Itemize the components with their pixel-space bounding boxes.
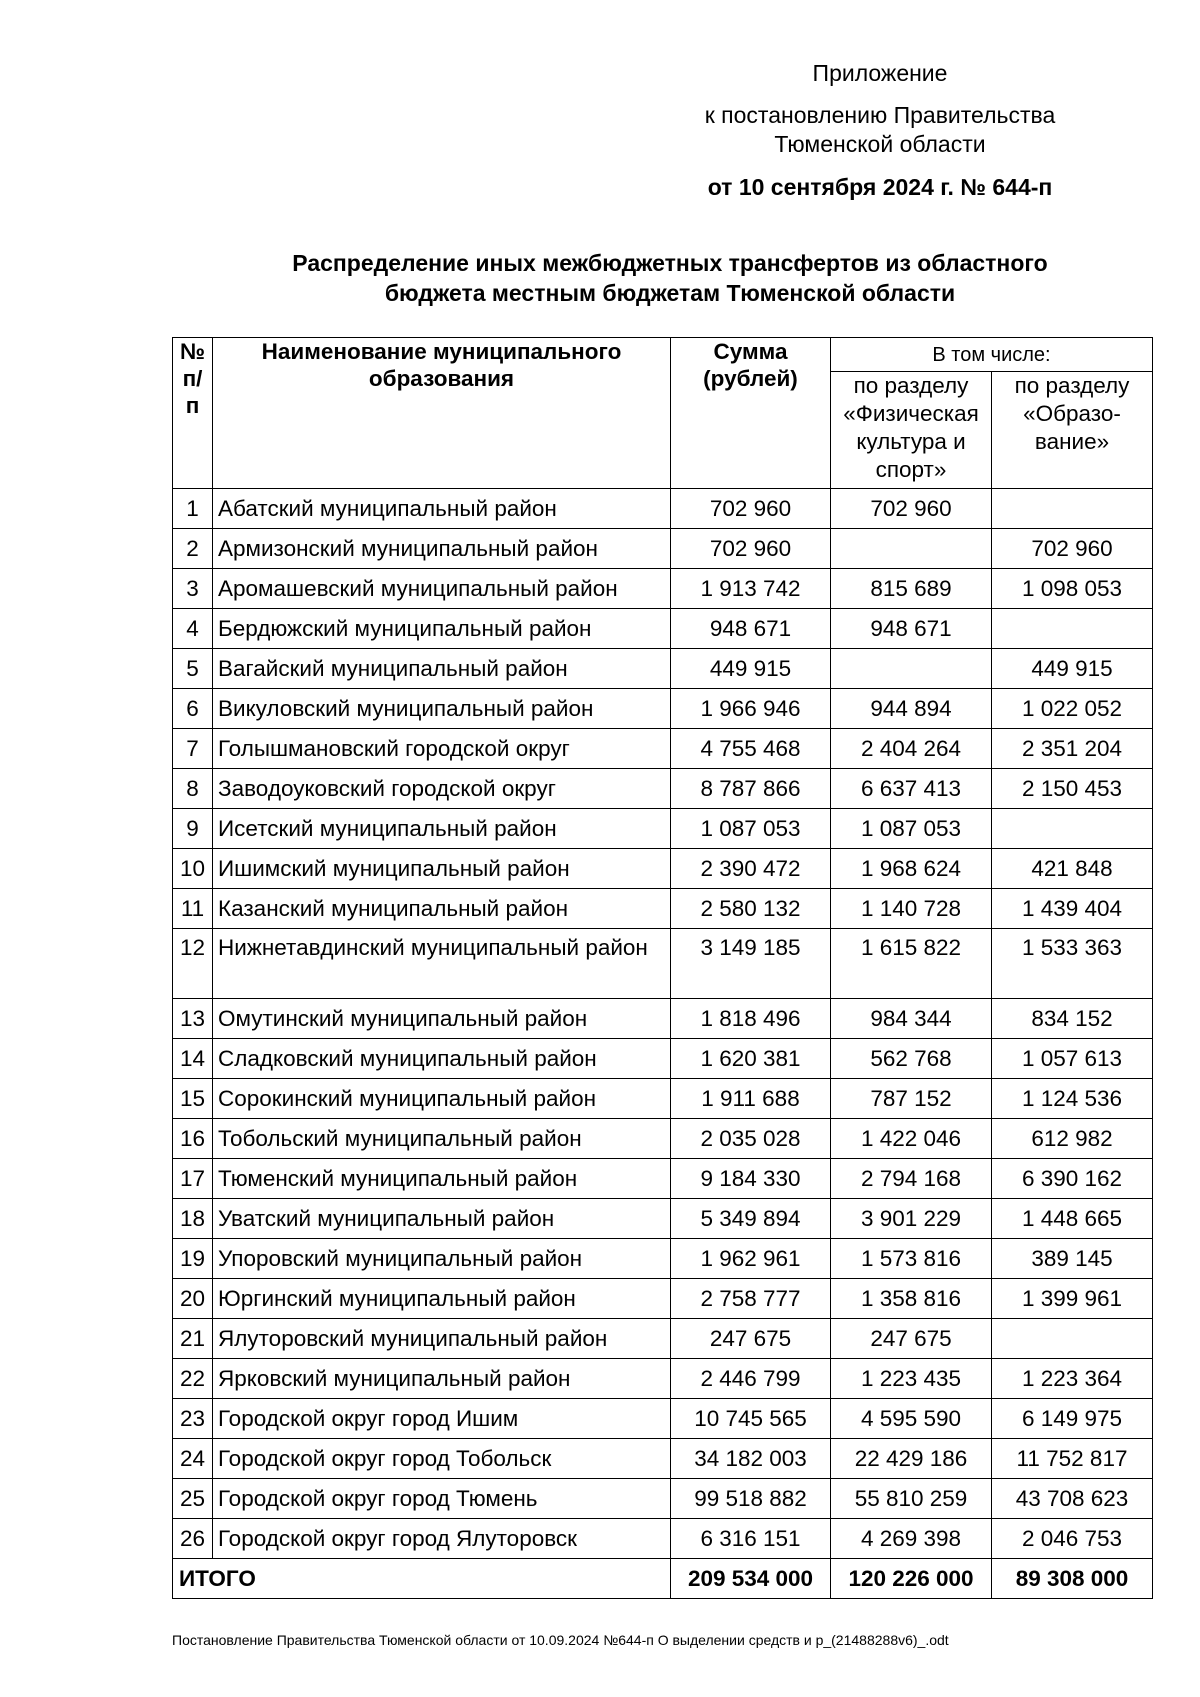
- row-sport: 1 223 435: [831, 1359, 992, 1399]
- row-education: 11 752 817: [992, 1439, 1153, 1479]
- row-sport: 948 671: [831, 609, 992, 649]
- row-number: 9: [173, 809, 213, 849]
- row-name: Викуловский муниципальный район: [213, 689, 671, 729]
- row-name: Сорокинский муниципальный район: [213, 1079, 671, 1119]
- table-row: [173, 609, 1153, 649]
- footer-file-reference: Постановление Правительства Тюменской области от 10.09.2024 №644-п О выделении средств и р_(21488288v6)_.odt: [172, 1632, 949, 1648]
- row-education: [992, 1319, 1153, 1359]
- row-number: 17: [173, 1159, 213, 1199]
- table-row: [173, 769, 1153, 809]
- row-sport: 22 429 186: [831, 1439, 992, 1479]
- document-title-line1: Распределение иных межбюджетных трансфертов из областного: [292, 250, 1048, 276]
- row-sum: 2 035 028: [671, 1119, 831, 1159]
- row-education: 43 708 623: [992, 1479, 1153, 1519]
- row-number: 12: [173, 929, 213, 999]
- row-sum: 1 966 946: [671, 689, 831, 729]
- table-row: [173, 1319, 1153, 1359]
- table-row: [173, 1279, 1153, 1319]
- row-number: 15: [173, 1079, 213, 1119]
- row-number: 13: [173, 999, 213, 1039]
- row-education: 421 848: [992, 849, 1153, 889]
- row-education: 1 439 404: [992, 889, 1153, 929]
- row-education: 6 390 162: [992, 1159, 1153, 1199]
- row-sport: [831, 649, 992, 689]
- row-sum: 2 446 799: [671, 1359, 831, 1399]
- row-sum: 9 184 330: [671, 1159, 831, 1199]
- row-sport: 1 422 046: [831, 1119, 992, 1159]
- row-education: 612 982: [992, 1119, 1153, 1159]
- row-number: 26: [173, 1519, 213, 1559]
- row-sum: 948 671: [671, 609, 831, 649]
- row-education: 1 098 053: [992, 569, 1153, 609]
- document-title: [170, 248, 1170, 308]
- row-name: Исетский муниципальный район: [213, 809, 671, 849]
- row-sum: 2 390 472: [671, 849, 831, 889]
- row-number: 19: [173, 1239, 213, 1279]
- table-row: [173, 569, 1153, 609]
- table-row: [173, 999, 1153, 1039]
- row-sum: 247 675: [671, 1319, 831, 1359]
- row-name: Городской округ город Тюмень: [213, 1479, 671, 1519]
- header-including: В том числе:: [831, 338, 1153, 372]
- row-name: Нижнетавдинский муниципальный район: [213, 929, 671, 999]
- row-sum: 702 960: [671, 529, 831, 569]
- row-sport: [831, 529, 992, 569]
- table-row: [173, 809, 1153, 849]
- row-sport: 247 675: [831, 1319, 992, 1359]
- table-row: [173, 1199, 1153, 1239]
- row-education: [992, 609, 1153, 649]
- row-sport: 4 269 398: [831, 1519, 992, 1559]
- row-education: 2 150 453: [992, 769, 1153, 809]
- row-name: Голышмановский городской округ: [213, 729, 671, 769]
- row-sport: 2 794 168: [831, 1159, 992, 1199]
- row-education: 1 223 364: [992, 1359, 1153, 1399]
- row-sport: 1 140 728: [831, 889, 992, 929]
- row-number: 3: [173, 569, 213, 609]
- row-sum: 8 787 866: [671, 769, 831, 809]
- row-name: Ишимский муниципальный район: [213, 849, 671, 889]
- row-name: Бердюжский муниципальный район: [213, 609, 671, 649]
- row-sport: 1 358 816: [831, 1279, 992, 1319]
- row-sum: 5 349 894: [671, 1199, 831, 1239]
- row-education: 1 022 052: [992, 689, 1153, 729]
- row-sport: 1 615 822: [831, 929, 992, 999]
- row-sport: 2 404 264: [831, 729, 992, 769]
- table-row: [173, 529, 1153, 569]
- appendix-date-line: от 10 сентября 2024 г. № 644-п: [707, 174, 1053, 200]
- row-name: Упоровский муниципальный район: [213, 1239, 671, 1279]
- table-row: [173, 1399, 1153, 1439]
- appendix-reference-line2: Тюменской области: [774, 131, 986, 157]
- row-education: 389 145: [992, 1239, 1153, 1279]
- row-sum: 4 755 468: [671, 729, 831, 769]
- row-name: Ярковский муниципальный район: [213, 1359, 671, 1399]
- table-row: [173, 1239, 1153, 1279]
- table-row: [173, 729, 1153, 769]
- row-number: 23: [173, 1399, 213, 1439]
- row-number: 21: [173, 1319, 213, 1359]
- row-sport: 787 152: [831, 1079, 992, 1119]
- row-number: 22: [173, 1359, 213, 1399]
- table-row: [173, 1439, 1153, 1479]
- row-sum: 99 518 882: [671, 1479, 831, 1519]
- row-name: Сладковский муниципальный район: [213, 1039, 671, 1079]
- row-sum: 2 580 132: [671, 889, 831, 929]
- row-sport: 815 689: [831, 569, 992, 609]
- row-education: 1 124 536: [992, 1079, 1153, 1119]
- table-row: [173, 1479, 1153, 1519]
- total-sum: 209 534 000: [671, 1559, 831, 1599]
- row-sum: 2 758 777: [671, 1279, 831, 1319]
- total-row: [173, 1559, 1153, 1599]
- row-number: 18: [173, 1199, 213, 1239]
- row-name: Тюменский муниципальный район: [213, 1159, 671, 1199]
- table-row: [173, 1159, 1153, 1199]
- row-number: 8: [173, 769, 213, 809]
- table-row: [173, 1119, 1153, 1159]
- row-number: 25: [173, 1479, 213, 1519]
- row-sum: 1 913 742: [671, 569, 831, 609]
- header-sport: по разделу «Физическая культура и спорт»: [831, 372, 992, 489]
- row-sum: 6 316 151: [671, 1519, 831, 1559]
- row-education: 1 057 613: [992, 1039, 1153, 1079]
- row-education: 2 046 753: [992, 1519, 1153, 1559]
- appendix-reference-line1: к постановлению Правительства: [704, 102, 1056, 128]
- row-education: [992, 489, 1153, 529]
- table-row: [173, 889, 1153, 929]
- row-name: Вагайский муниципальный район: [213, 649, 671, 689]
- row-sport: 1 087 053: [831, 809, 992, 849]
- row-sum: 1 911 688: [671, 1079, 831, 1119]
- row-number: 1: [173, 489, 213, 529]
- row-education: 6 149 975: [992, 1399, 1153, 1439]
- row-name: Казанский муниципальный район: [213, 889, 671, 929]
- header-sum: Сумма (рублей): [671, 338, 831, 489]
- table-row: [173, 489, 1153, 529]
- row-number: 24: [173, 1439, 213, 1479]
- row-number: 4: [173, 609, 213, 649]
- row-education: 1 533 363: [992, 929, 1153, 999]
- row-sport: 6 637 413: [831, 769, 992, 809]
- row-education: 2 351 204: [992, 729, 1153, 769]
- document-title-line2: бюджета местным бюджетам Тюменской области: [384, 280, 956, 306]
- row-sum: 1 962 961: [671, 1239, 831, 1279]
- table-row: [173, 649, 1153, 689]
- row-number: 10: [173, 849, 213, 889]
- row-sum: 1 818 496: [671, 999, 831, 1039]
- row-number: 6: [173, 689, 213, 729]
- row-education: 449 915: [992, 649, 1153, 689]
- row-sport: 562 768: [831, 1039, 992, 1079]
- header-name: Наименование муниципального образования: [213, 338, 671, 489]
- row-sport: 4 595 590: [831, 1399, 992, 1439]
- table-row: [173, 929, 1153, 999]
- table-row: [173, 689, 1153, 729]
- row-sport: 1 968 624: [831, 849, 992, 889]
- total-education: 89 308 000: [992, 1559, 1153, 1599]
- row-number: 20: [173, 1279, 213, 1319]
- row-education: 1 399 961: [992, 1279, 1153, 1319]
- row-sum: 3 149 185: [671, 929, 831, 999]
- row-number: 5: [173, 649, 213, 689]
- row-sum: 10 745 565: [671, 1399, 831, 1439]
- row-name: Ялуторовский муниципальный район: [213, 1319, 671, 1359]
- row-name: Тобольский муниципальный район: [213, 1119, 671, 1159]
- row-name: Омутинский муниципальный район: [213, 999, 671, 1039]
- table-row: [173, 1039, 1153, 1079]
- row-name: Юргинский муниципальный район: [213, 1279, 671, 1319]
- row-name: Заводоуковский городской округ: [213, 769, 671, 809]
- row-name: Городской округ город Тобольск: [213, 1439, 671, 1479]
- table-row: [173, 1519, 1153, 1559]
- row-name: Городской округ город Ишим: [213, 1399, 671, 1439]
- row-education: [992, 809, 1153, 849]
- row-sport: 1 573 816: [831, 1239, 992, 1279]
- row-sport: 944 894: [831, 689, 992, 729]
- row-name: Городской округ город Ялуторовск: [213, 1519, 671, 1559]
- total-sport: 120 226 000: [831, 1559, 992, 1599]
- row-sum: 1 620 381: [671, 1039, 831, 1079]
- header-number: № п/ п: [173, 338, 213, 489]
- header-education: по разделу «Образо- вание»: [992, 372, 1153, 489]
- table-row: [173, 849, 1153, 889]
- row-sport: 984 344: [831, 999, 992, 1039]
- row-number: 7: [173, 729, 213, 769]
- row-number: 11: [173, 889, 213, 929]
- row-sport: 702 960: [831, 489, 992, 529]
- row-name: Абатский муниципальный район: [213, 489, 671, 529]
- row-sum: 34 182 003: [671, 1439, 831, 1479]
- appendix-title: Приложение: [812, 60, 948, 86]
- row-sum: 449 915: [671, 649, 831, 689]
- row-sport: 3 901 229: [831, 1199, 992, 1239]
- row-sum: 1 087 053: [671, 809, 831, 849]
- row-name: Аромашевский муниципальный район: [213, 569, 671, 609]
- row-education: 702 960: [992, 529, 1153, 569]
- table-row: [173, 1359, 1153, 1399]
- row-number: 16: [173, 1119, 213, 1159]
- row-sum: 702 960: [671, 489, 831, 529]
- total-label: ИТОГО: [173, 1559, 671, 1599]
- row-education: 1 448 665: [992, 1199, 1153, 1239]
- row-name: Уватский муниципальный район: [213, 1199, 671, 1239]
- row-sport: 55 810 259: [831, 1479, 992, 1519]
- row-number: 14: [173, 1039, 213, 1079]
- table-row: [173, 1079, 1153, 1119]
- row-education: 834 152: [992, 999, 1153, 1039]
- row-number: 2: [173, 529, 213, 569]
- row-name: Армизонский муниципальный район: [213, 529, 671, 569]
- transfers-table: [172, 337, 1153, 1599]
